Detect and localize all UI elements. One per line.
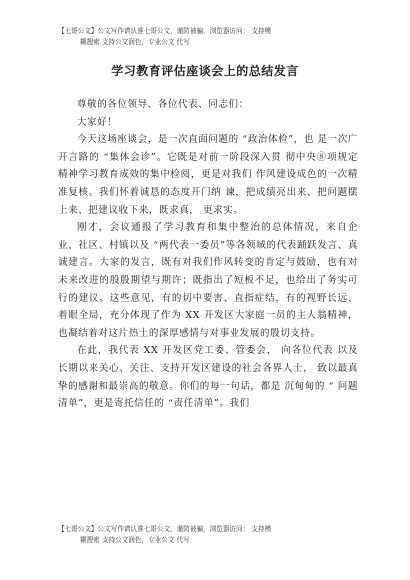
greeting: 大家好！ <box>77 116 118 128</box>
paragraph-2: 刚才，会议通报了学习教育和集中整治的总体情况，来自企业、社区、村镇以及 “两代表一委员”等各领域的代表踊跃发言、真诚建言。大家的发言，既有对我们作风转变的肯定与鼓励，也有对未来改进的殷殷期望与期许；既指出了短板不足，也给出了务实可行的建议。这些意见，有的切中要害、直指症结，有的视野长远、着眼全局，充分体现了作为 XX 开发区大家庭一员的主人翁精神，也凝结着对这片热土的深厚感情与对事业发展的殷切支持。 <box>58 222 358 339</box>
paragraph-1: 今天这场座谈会，是一次直面问题的 “政治体检”，也 是一次广开言路的 “集体会诊”。它既是对前一阶段深入贯 彻中央⑧项规定精神学习教育成效的集中检阅，更是对我们 作风建设成色的一次精准复核。我们怀着诚恳的态度开门纳 谏，把成绩亮出来、把问题摆上来、把建议收下来，既求真， 更求实。 <box>58 134 358 216</box>
header-watermark-line1: 【七哥公文】公文写作请认准七哥公文，谨防被骗，浏览器访问： 支持模 <box>58 27 272 35</box>
footer-watermark-line1: 【七哥公文】公文写作请认准七哥公文，谨防被骗，浏览器访问： 支持模 <box>58 525 272 533</box>
paragraph-3: 在此，我代表 XX 开发区党工委、管委会， 向各位代表 以及长期以来关心、关注、支持开发区建设的社会各界人士， 致以最真挚的感谢和最崇高的敬意。你们的每一句话，都是 沉甸甸的 “ 问题清单”，更是寄托信任的 “责任清单”。我们 <box>58 345 358 410</box>
footer-watermark-line2: 糊搜索 支持公文润色，专业公文 代写 <box>80 536 190 544</box>
salutation: 尊敬的各位领导、各位代表、同志们： <box>77 99 249 110</box>
header-watermark-line2: 糊搜索 支持公文润色，专业公文 代写 <box>80 38 190 46</box>
header-watermark <box>58 26 358 48</box>
document-body <box>58 96 358 413</box>
footer-watermark <box>58 524 358 546</box>
document-title: 学习教育评估座谈会上的总结发言 <box>111 64 299 78</box>
